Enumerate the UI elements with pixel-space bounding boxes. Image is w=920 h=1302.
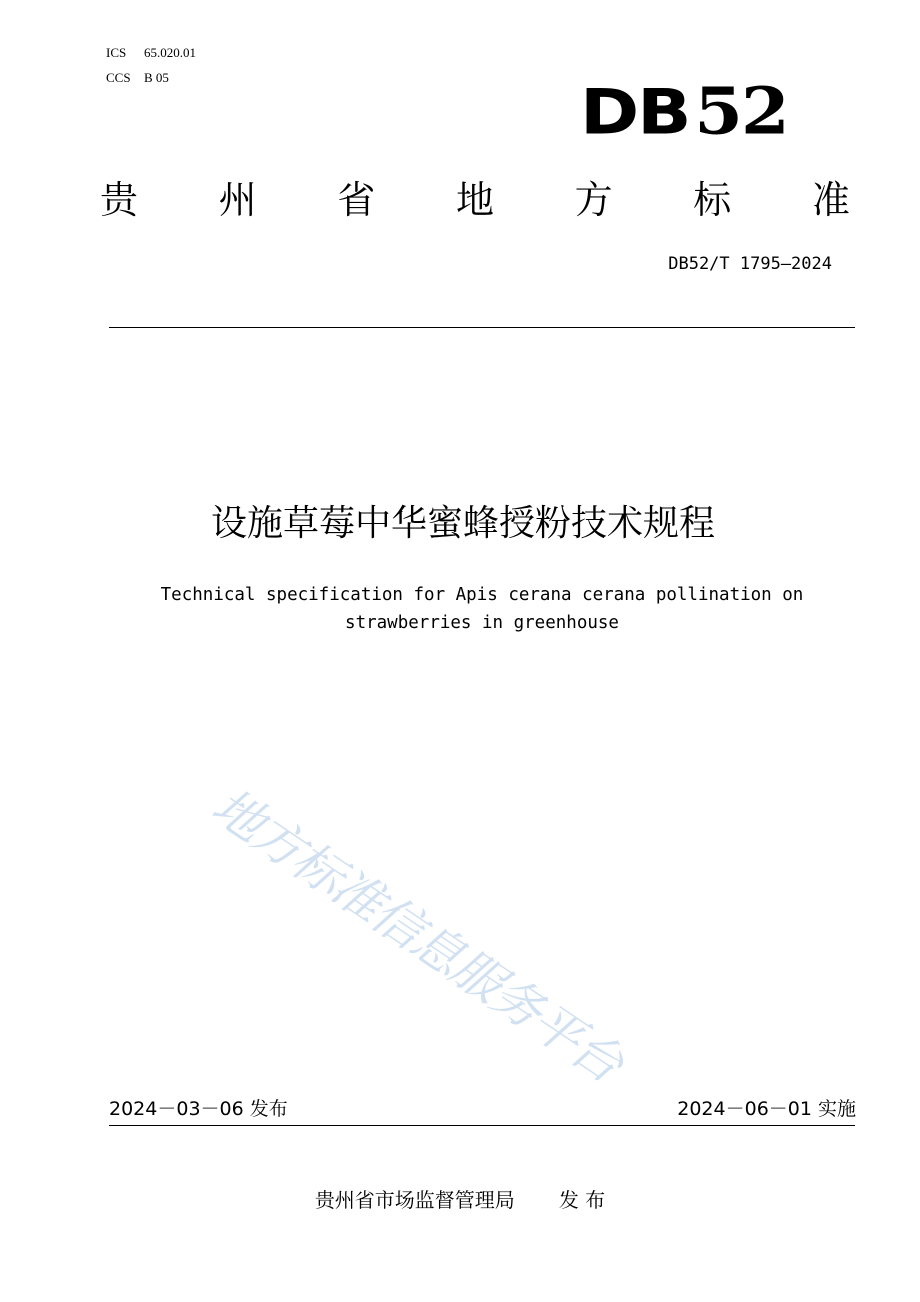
db52-logo xyxy=(580,72,788,149)
ics-label: ICS xyxy=(106,45,127,60)
standard-type-heading xyxy=(100,178,850,222)
ccs-code xyxy=(106,70,169,86)
ccs-value: B 05 xyxy=(144,70,169,85)
standard-type-char: 方 xyxy=(574,178,613,222)
standard-type-char: 标 xyxy=(693,178,732,222)
issue-date: 2024－03－06 发布 xyxy=(109,1098,288,1120)
title-english-line-1: Technical specification for Apis cerana cerana pollination on xyxy=(160,585,804,605)
standard-type-char: 贵 xyxy=(100,178,139,222)
top-divider xyxy=(109,327,855,328)
title-english-line-2: strawberries in greenhouse xyxy=(345,613,619,633)
standard-type-char: 州 xyxy=(218,178,257,222)
bottom-divider xyxy=(109,1125,855,1126)
ics-value: 65.020.01 xyxy=(144,45,196,60)
title-chinese: 设施草莓中华蜜蜂授粉技术规程 xyxy=(210,503,715,544)
ccs-label: CCS xyxy=(106,70,131,85)
standard-type-char: 省 xyxy=(337,178,376,222)
watermark: 地方标准信息服务平台 xyxy=(201,776,633,1094)
standard-type-char: 地 xyxy=(455,178,494,222)
standard-number: DB52/T 1795—2024 xyxy=(668,254,832,274)
title-english xyxy=(110,581,854,637)
logo-number: 52 xyxy=(694,72,788,149)
publisher-action: 发 布 xyxy=(558,1188,606,1212)
logo-prefix: DB xyxy=(580,76,690,149)
standard-type-char: 准 xyxy=(811,178,850,222)
publisher-name: 贵州省市场监督管理局 xyxy=(314,1188,515,1212)
ics-code xyxy=(106,45,196,61)
publisher xyxy=(0,1187,920,1213)
implementation-date: 2024－06－01 实施 xyxy=(677,1098,856,1120)
